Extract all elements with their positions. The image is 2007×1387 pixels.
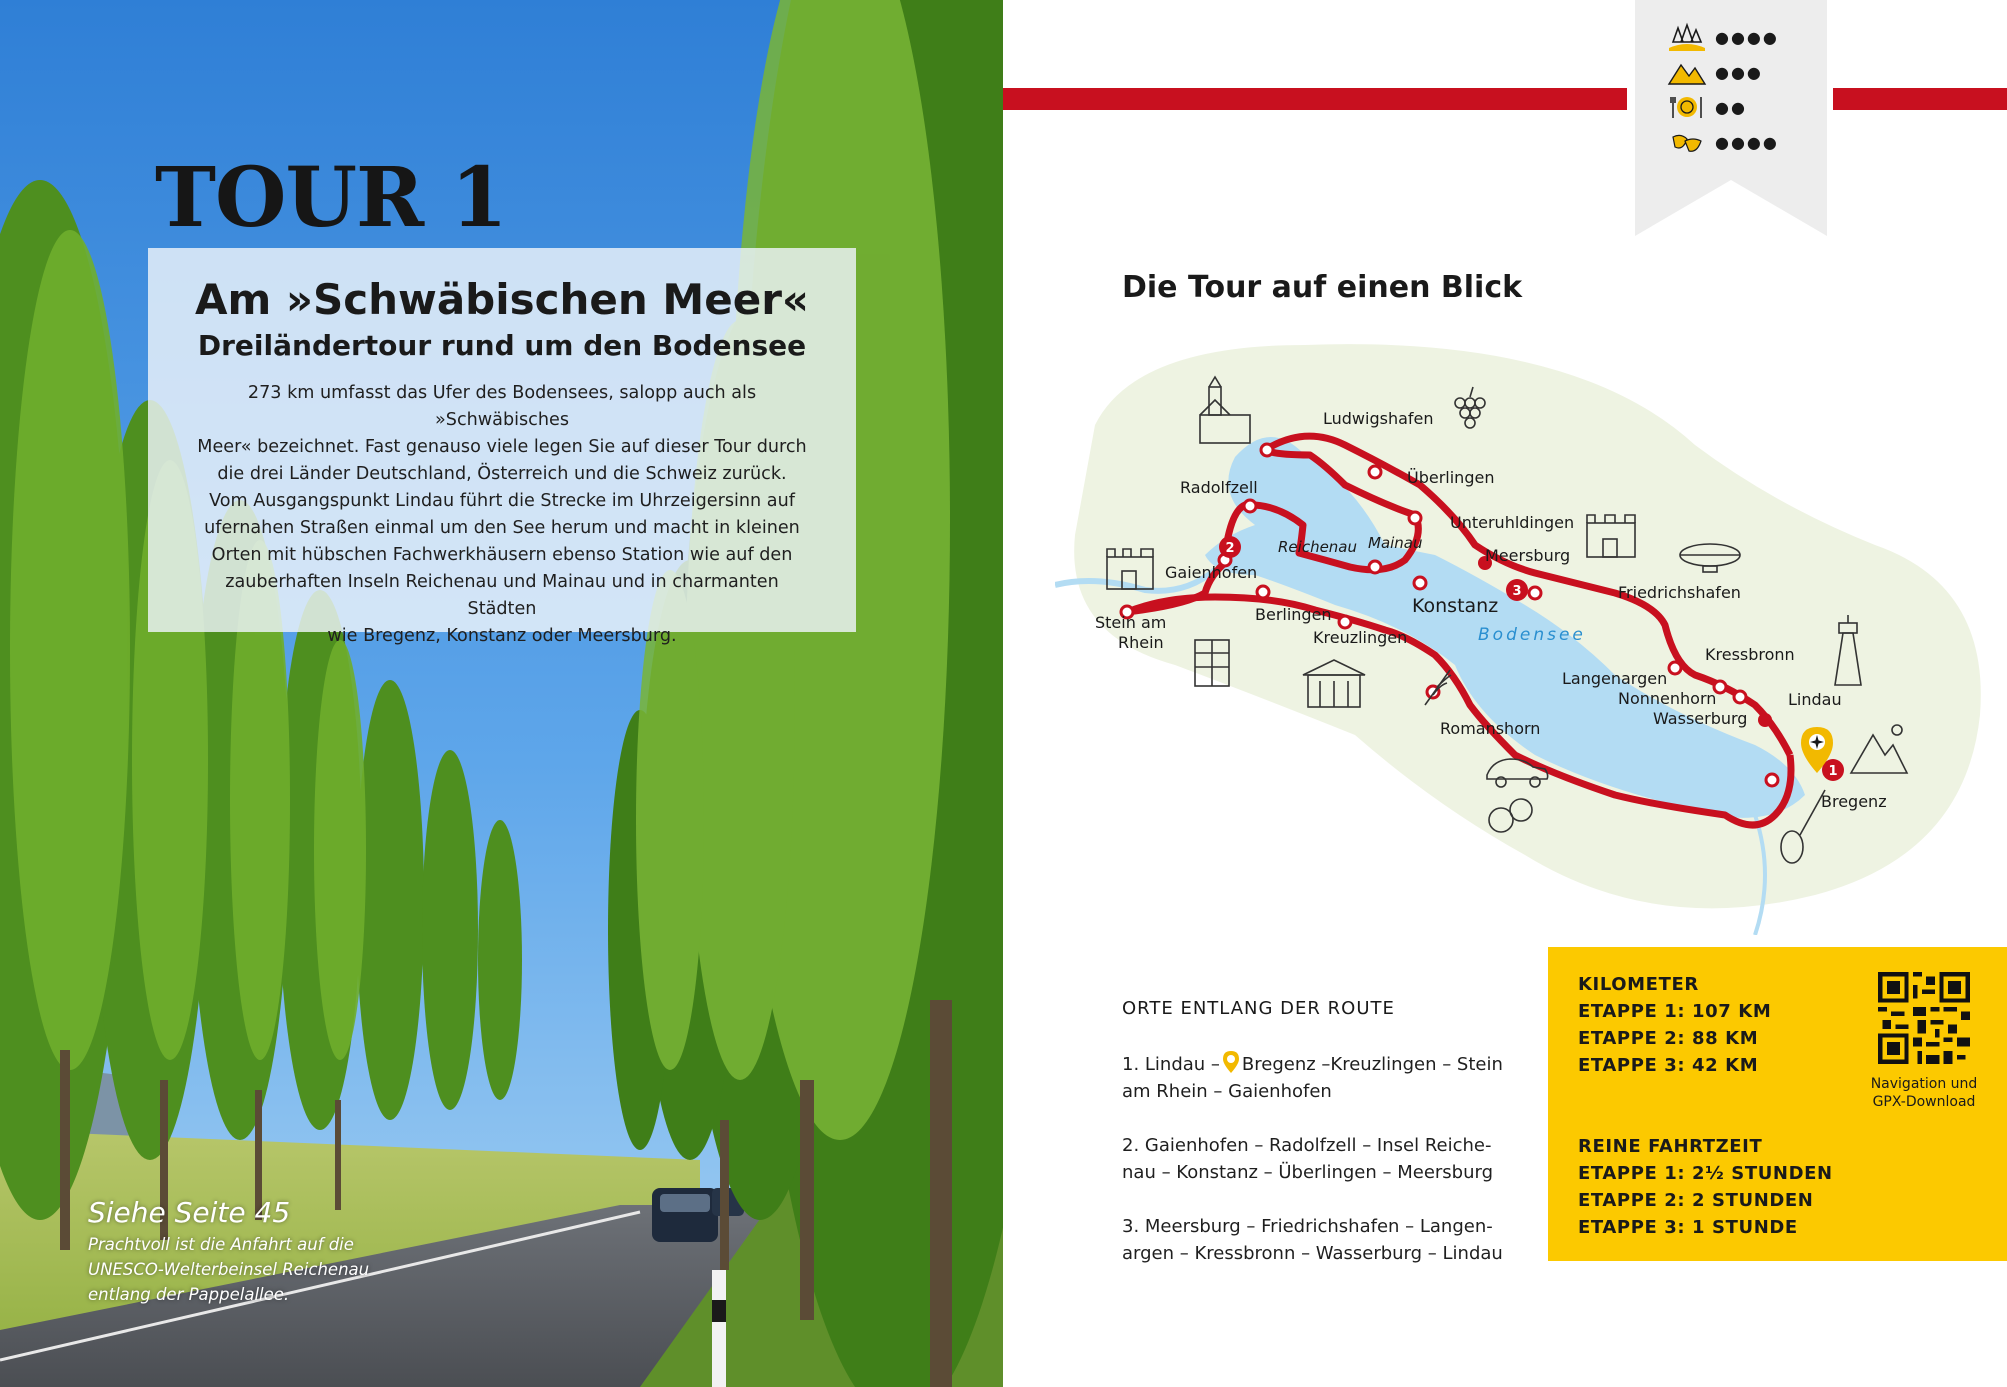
stage-2-description (1122, 1132, 1522, 1186)
rating-dots: ●●●● (1715, 27, 1779, 47)
stage-marker-3: 3 (1512, 584, 1522, 599)
left-page (0, 0, 1003, 1387)
driving-time-stage-2: ETAPPE 2: 2 STUNDEN (1578, 1190, 1814, 1211)
map-label-nonnenhorn: Nonnenhorn (1618, 689, 1717, 708)
map-label-radolfzell: Radolfzell (1180, 478, 1258, 497)
photo-caption-text (88, 1232, 388, 1307)
stage-marker-2: 2 (1225, 541, 1235, 556)
intro-line: 273 km umfasst das Ufer des Bodensees, salopp auch als »Schwäbisches (247, 383, 757, 430)
kilometer-stage-1: ETAPPE 1: 107 KM (1578, 1001, 1772, 1022)
map-label-ueberlingen: Überlingen (1407, 468, 1495, 487)
qr-code-icon[interactable] (1878, 972, 1970, 1064)
intro-line: ufernahen Straßen einmal um den See herum und macht in kleinen (204, 518, 800, 538)
stage-line (1122, 1051, 1522, 1078)
kilometer-stage-3: ETAPPE 3: 42 KM (1578, 1055, 1759, 1076)
map-label-wasserburg: Wasserburg (1653, 709, 1748, 728)
header-red-bar (1833, 88, 2007, 110)
intro-line: die drei Länder Deutschland, Österreich und die Schweiz zurück. (217, 464, 787, 484)
rating-mountains (1667, 57, 1763, 87)
intro-subheading: Dreiländertour rund um den Bodensee (197, 329, 807, 362)
map-label-meersburg: Meersburg (1485, 546, 1571, 565)
route-map (1055, 335, 1985, 935)
dining-icon (1667, 92, 1707, 122)
map-label-langenargen: Langenargen (1562, 669, 1668, 688)
map-label-stein-line2: Rhein (1118, 633, 1164, 652)
stage-marker-1: 1 (1828, 764, 1838, 779)
map-label-bodensee: Bodensee (1478, 625, 1586, 645)
map-label-reichenau: Reichenau (1278, 538, 1358, 556)
map-label-friedrichshafen: Friedrichshafen (1618, 583, 1741, 602)
map-label-mainau: Mainau (1368, 534, 1423, 552)
map-label-romanshorn: Romanshorn (1440, 719, 1541, 738)
rating-nature (1667, 22, 1779, 52)
intro-line: zauberhaften Inseln Reichenau und Mainau und in charmanten Städten (225, 572, 779, 619)
kilometer-stage-2: ETAPPE 2: 88 KM (1578, 1028, 1759, 1049)
intro-text (190, 380, 814, 650)
header-red-bar (1003, 88, 1627, 110)
intro-line: Meer« bezeichnet. Fast genauso viele legen Sie auf dieser Tour durch (197, 437, 807, 457)
map-label-berlingen: Berlingen (1255, 605, 1332, 624)
photo-caption-title: Siehe Seite 45 (88, 1196, 291, 1229)
rating-dining (1667, 92, 1747, 122)
stage-line: nau – Konstanz – Überlingen – Meersburg (1122, 1162, 1494, 1183)
intro-line: wie Bregenz, Konstanz oder Meersburg. (327, 626, 677, 646)
map-label-unteruhldingen: Unteruhldingen (1450, 513, 1575, 532)
qr-caption-line: Navigation und (1870, 1076, 1978, 1092)
rating-dots: ●● (1715, 97, 1747, 117)
stage-1-description (1122, 1051, 1522, 1105)
map-label-konstanz: Konstanz (1412, 595, 1499, 617)
rating-culture (1667, 127, 1779, 157)
stage-text: Bregenz –Kreuzlingen – Stein (1241, 1054, 1503, 1075)
qr-caption-line: GPX-Download (1872, 1094, 1976, 1110)
pin-icon (1223, 1051, 1239, 1073)
map-label-stein-line1: Stein am (1095, 613, 1167, 632)
rating-dots: ●●● (1715, 62, 1763, 82)
caption-line: Prachtvoll ist die Anfahrt auf die (88, 1235, 354, 1254)
driving-time-stage-3: ETAPPE 3: 1 STUNDE (1578, 1217, 1798, 1238)
caption-line: UNESCO-Welterbeinsel Reichenau (88, 1260, 370, 1279)
caption-line: entlang der Pappelallee. (88, 1285, 290, 1304)
tour-facts-box (1548, 947, 2007, 1261)
right-page (1003, 0, 2007, 1387)
driving-time-stage-1: ETAPPE 1: 2½ STUNDEN (1578, 1163, 1833, 1184)
places-heading: ORTE ENTLANG DER ROUTE (1122, 998, 1395, 1019)
intro-line: Orten mit hübschen Fachwerkhäusern ebenso Station wie auf den (211, 545, 793, 565)
map-label-kressbronn: Kressbronn (1705, 645, 1795, 664)
kilometer-heading: KILOMETER (1578, 974, 1699, 995)
mountains-icon (1667, 57, 1707, 87)
intro-line: Vom Ausgangspunkt Lindau führt die Strecke im Uhrzeigersinn auf (209, 491, 795, 511)
map-label-ludwigshafen: Ludwigshafen (1323, 409, 1434, 428)
stage-3-description (1122, 1213, 1522, 1267)
map-label-lindau: Lindau (1788, 690, 1842, 709)
intro-heading: Am »Schwäbischen Meer« (194, 275, 810, 324)
stage-line: am Rhein – Gaienhofen (1122, 1081, 1332, 1102)
stage-line: 2. Gaienhofen – Radolfzell – Insel Reiche- (1122, 1135, 1492, 1156)
map-label-kreuzlingen: Kreuzlingen (1313, 628, 1408, 647)
overview-heading: Die Tour auf einen Blick (1122, 270, 1523, 305)
stage-line: 3. Meersburg – Friedrichshafen – Langen- (1122, 1216, 1493, 1237)
tour-title: TOUR 1 (155, 150, 507, 246)
map-label-gaienhofen: Gaienhofen (1165, 563, 1258, 582)
stage-text: 1. Lindau – (1122, 1054, 1220, 1075)
culture-icon (1667, 127, 1707, 157)
rating-dots: ●●●● (1715, 132, 1779, 152)
stage-line: argen – Kressbronn – Wasserburg – Lindau (1122, 1243, 1503, 1264)
qr-caption (1854, 1075, 1994, 1111)
driving-time-heading: REINE FAHRTZEIT (1578, 1136, 1763, 1157)
intro-box (148, 248, 856, 646)
map-label-bregenz: Bregenz (1821, 792, 1887, 811)
nature-icon (1667, 22, 1707, 52)
